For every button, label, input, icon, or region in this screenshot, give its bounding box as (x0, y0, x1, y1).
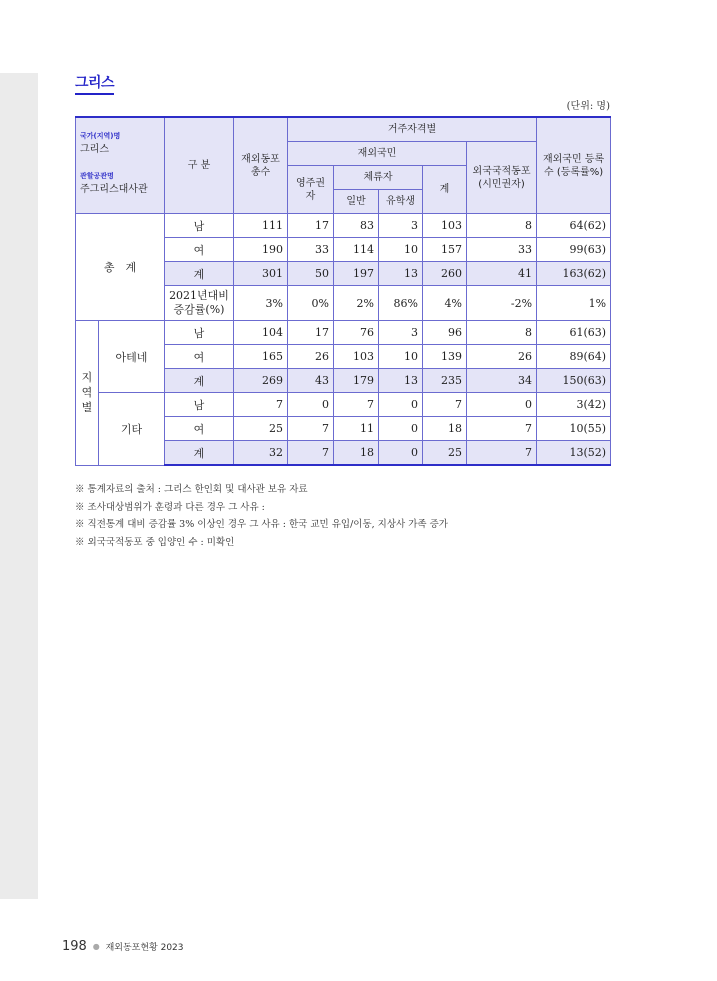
cell: 7 (288, 441, 334, 466)
cell: 10(55) (537, 417, 611, 441)
header-gubun: 구 분 (165, 117, 234, 214)
header-registered: 재외국민 등록수 (등록률%) (537, 117, 611, 214)
row-label: 남 (165, 214, 234, 238)
cell: -2% (467, 286, 537, 321)
cell: 18 (334, 441, 379, 466)
cell: 3(42) (537, 393, 611, 417)
header-permanent: 영주권자 (288, 166, 334, 214)
unit-note: (단위: 명) (566, 101, 610, 112)
cell: 13(52) (537, 441, 611, 466)
cell: 25 (423, 441, 467, 466)
cell: 8 (467, 214, 537, 238)
cell: 10 (379, 238, 423, 262)
cell: 7 (234, 393, 288, 417)
cell: 3% (234, 286, 288, 321)
header-student: 유학생 (379, 190, 423, 214)
header-country-info (76, 117, 165, 214)
row-label: 계 (165, 369, 234, 393)
cell: 32 (234, 441, 288, 466)
row-label: 계 (165, 262, 234, 286)
cell: 114 (334, 238, 379, 262)
footnote: ※ 직전통계 대비 증감률 3% 이상인 경우 그 사유 : 한국 교민 유입/이동, 지상사 가족 증가 (75, 519, 448, 530)
cell: 0 (379, 441, 423, 466)
cell: 3 (379, 214, 423, 238)
cell: 190 (234, 238, 288, 262)
cell: 25 (234, 417, 288, 441)
cell: 7 (467, 441, 537, 466)
row-label: 남 (165, 393, 234, 417)
cell: 7 (467, 417, 537, 441)
cell: 13 (379, 262, 423, 286)
page-title: 그리스 (75, 72, 114, 95)
page-number: 198 (62, 939, 87, 954)
footnotes (75, 481, 448, 551)
cell: 96 (423, 321, 467, 345)
cell: 33 (467, 238, 537, 262)
cell: 0 (288, 393, 334, 417)
header-foreign-national: 외국국적동포 (시민권자) (467, 142, 537, 214)
cell: 0% (288, 286, 334, 321)
cell: 179 (334, 369, 379, 393)
cell: 104 (234, 321, 288, 345)
table-row (76, 214, 611, 238)
statistics-table (75, 116, 611, 466)
row-label: 여 (165, 238, 234, 262)
cell: 165 (234, 345, 288, 369)
cell: 26 (288, 345, 334, 369)
cell: 7 (288, 417, 334, 441)
cell: 10 (379, 345, 423, 369)
header-residence: 거주자격별 (288, 117, 537, 142)
country-value: 그리스 (80, 144, 109, 155)
cell: 139 (423, 345, 467, 369)
footnote: ※ 통계자료의 출처 : 그리스 한인회 및 대사관 보유 자료 (75, 484, 308, 495)
cell: 17 (288, 321, 334, 345)
cell: 157 (423, 238, 467, 262)
cell: 235 (423, 369, 467, 393)
cell: 41 (467, 262, 537, 286)
cell: 150(63) (537, 369, 611, 393)
cell: 99(63) (537, 238, 611, 262)
group-other: 기타 (99, 393, 165, 466)
cell: 86% (379, 286, 423, 321)
table-row (76, 393, 611, 417)
cell: 33 (288, 238, 334, 262)
page-footer (62, 939, 184, 954)
group-athens: 아테네 (99, 321, 165, 393)
cell: 34 (467, 369, 537, 393)
group-region: 지 역 별 (76, 321, 99, 466)
cell: 18 (423, 417, 467, 441)
cell: 61(63) (537, 321, 611, 345)
office-label: 관할공관명 (80, 172, 114, 180)
row-label: 계 (165, 441, 234, 466)
cell: 4% (423, 286, 467, 321)
cell: 269 (234, 369, 288, 393)
cell: 7 (334, 393, 379, 417)
header-total-overseas: 재외동포 총수 (234, 117, 288, 214)
row-label: 남 (165, 321, 234, 345)
cell: 111 (234, 214, 288, 238)
cell: 89(64) (537, 345, 611, 369)
book-title: 재외동포현황 2023 (105, 943, 184, 953)
cell: 26 (467, 345, 537, 369)
cell: 1% (537, 286, 611, 321)
country-label: 국가(지역)명 (80, 132, 121, 140)
cell: 17 (288, 214, 334, 238)
footnote: ※ 조사대상범위가 훈령과 다른 경우 그 사유 : (75, 501, 265, 513)
cell: 2% (334, 286, 379, 321)
row-label: 여 (165, 345, 234, 369)
header-general: 일반 (334, 190, 379, 214)
bullet-icon: ● (92, 942, 100, 951)
cell: 13 (379, 369, 423, 393)
cell: 11 (334, 417, 379, 441)
cell: 260 (423, 262, 467, 286)
cell: 7 (423, 393, 467, 417)
group-total: 총 계 (76, 214, 165, 321)
cell: 50 (288, 262, 334, 286)
cell: 103 (423, 214, 467, 238)
cell: 163(62) (537, 262, 611, 286)
office-value: 주그리스대사관 (80, 184, 148, 195)
table-row (76, 321, 611, 345)
cell: 0 (467, 393, 537, 417)
cell: 0 (379, 417, 423, 441)
cell: 301 (234, 262, 288, 286)
header-subtotal: 계 (423, 166, 467, 214)
header-sojourner: 체류자 (334, 166, 423, 190)
cell: 197 (334, 262, 379, 286)
cell: 76 (334, 321, 379, 345)
cell: 43 (288, 369, 334, 393)
cell: 3 (379, 321, 423, 345)
row-label: 여 (165, 417, 234, 441)
cell: 83 (334, 214, 379, 238)
cell: 8 (467, 321, 537, 345)
header-nationals: 재외국민 (288, 142, 467, 166)
footnote: ※ 외국국적동포 중 입양인 수 : 미확인 (75, 536, 235, 548)
row-label: 2021년대비 증감률(%) (165, 286, 234, 321)
cell: 103 (334, 345, 379, 369)
side-margin-bar (0, 73, 38, 899)
cell: 0 (379, 393, 423, 417)
cell: 64(62) (537, 214, 611, 238)
